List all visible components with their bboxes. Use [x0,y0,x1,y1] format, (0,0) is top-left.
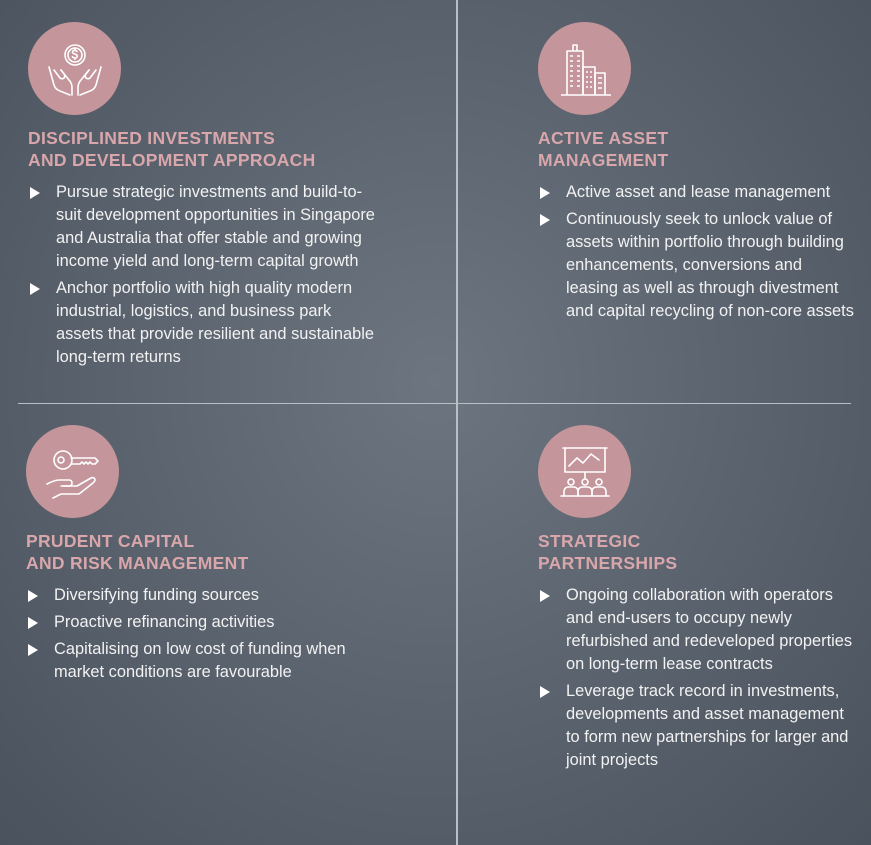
list-item: Ongoing collaboration with operators and end-users to occupy newly refurbished and redeveloped properties on long-term lease contracts [538,584,863,676]
presentation-audience-icon [538,425,631,518]
bullet-arrow-icon [540,214,550,226]
section-title: ACTIVE ASSET MANAGEMENT [538,128,669,170]
bullet-arrow-icon [30,283,40,295]
bullet-arrow-icon [540,686,550,698]
hands-money-icon [28,22,121,115]
bullet-arrow-icon [28,644,38,656]
quadrant-strategic-partnerships [538,425,863,776]
bullet-list [28,181,438,369]
list-item: Pursue strategic investments and build-to-suit development opportunities in Singapore and Australia that offer stable and growing income yield and long-term capital growth [28,181,438,273]
bullet-arrow-icon [540,590,550,602]
list-item: Leverage track record in investments, developments and asset management to form new partnerships for larger and joint projects [538,680,863,772]
section-title: STRATEGIC PARTNERSHIPS [538,531,678,573]
list-item: Proactive refinancing activities [26,611,436,634]
bullet-arrow-icon [28,617,38,629]
list-item: Continuously seek to unlock value of assets within portfolio through building enhancements, conversions and leasing as well as through divestment and capital recycling of non-core assets [538,208,863,323]
bullet-arrow-icon [540,187,550,199]
quadrant-prudent-capital [26,425,436,688]
city-buildings-icon [538,22,631,115]
list-item: Active asset and lease management [538,181,863,204]
horizontal-divider [18,403,851,404]
list-item: Diversifying funding sources [26,584,436,607]
list-item: Anchor portfolio with high quality modern industrial, logistics, and business park assets that provide resilient and sustainable long-term returns [28,277,438,369]
bullet-list [26,584,436,684]
quadrant-disciplined-investments [28,22,438,373]
bullet-arrow-icon [30,187,40,199]
bullet-arrow-icon [28,590,38,602]
quadrant-active-asset-management [538,22,863,327]
vertical-divider [456,0,458,845]
bullet-list [538,584,863,772]
section-title: DISCIPLINED INVESTMENTS AND DEVELOPMENT APPROACH [28,128,316,170]
bullet-list [538,181,863,323]
hand-key-icon [26,425,119,518]
section-title: PRUDENT CAPITAL AND RISK MANAGEMENT [26,531,249,573]
list-item: Capitalising on low cost of funding when market conditions are favourable [26,638,436,684]
